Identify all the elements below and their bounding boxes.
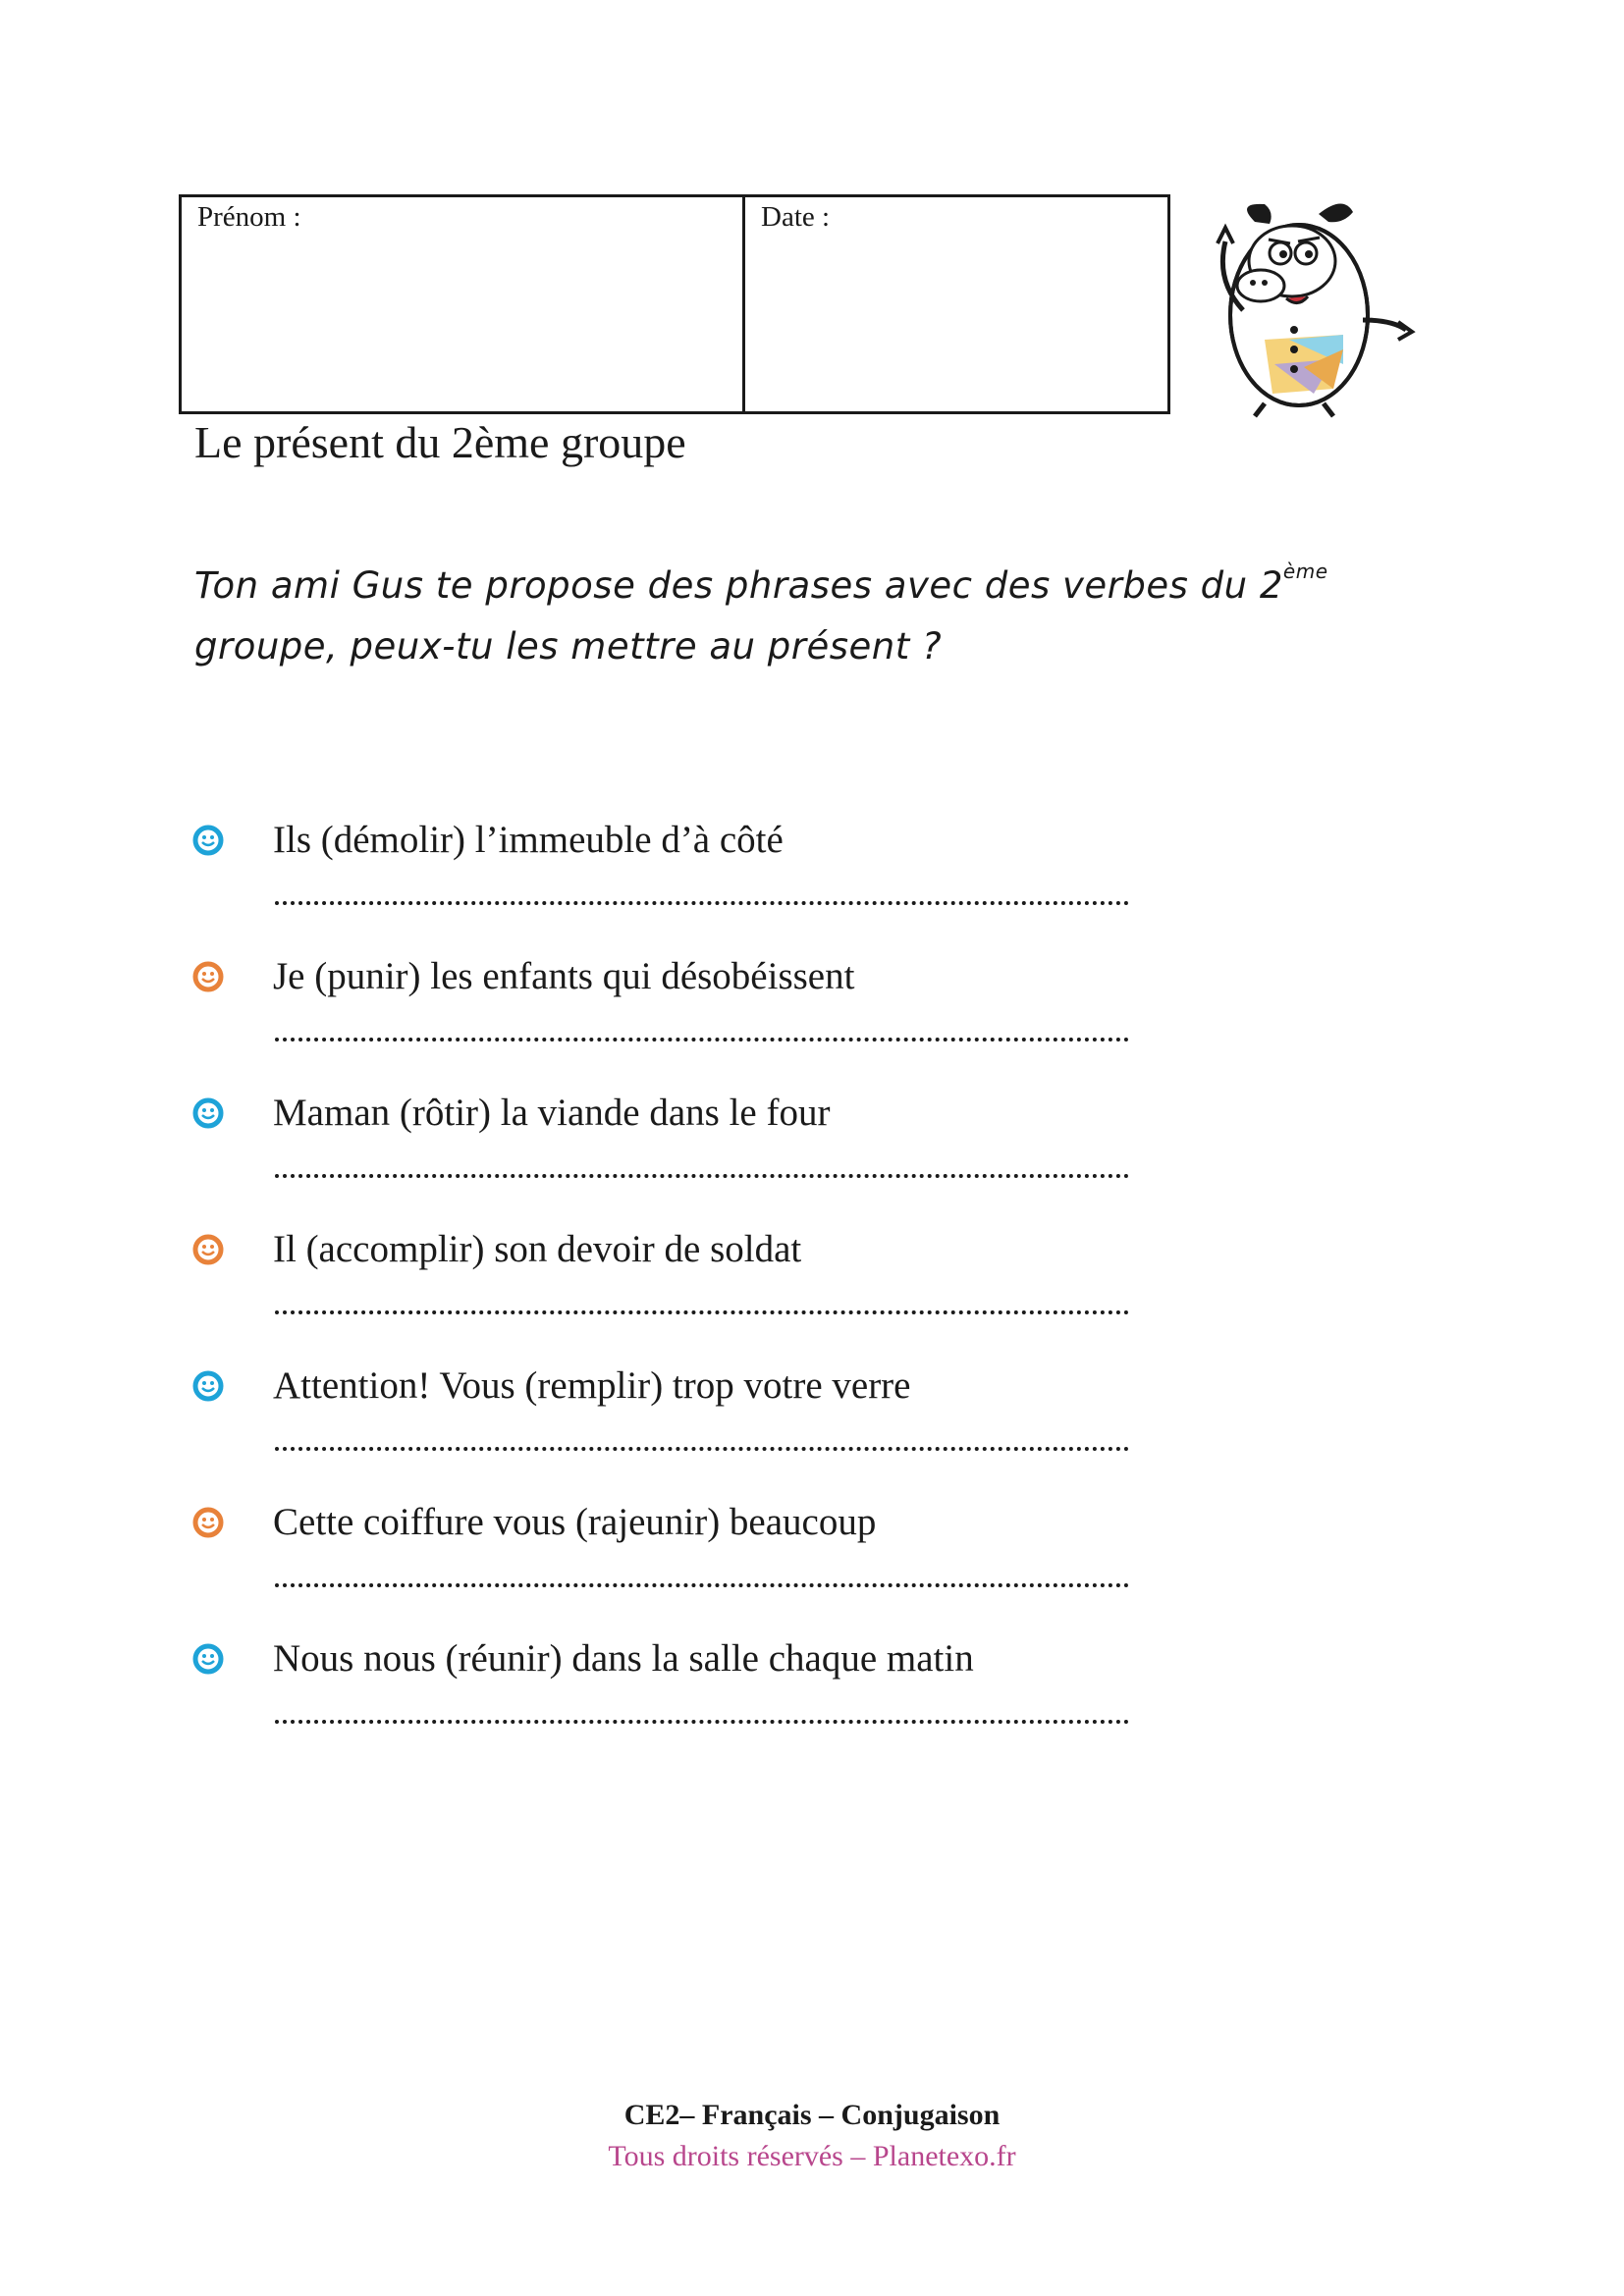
exercise-sentence: Il (accomplir) son devoir de soldat [273, 1228, 802, 1270]
smiley-blue-icon [192, 1643, 224, 1675]
name-cell[interactable] [182, 197, 745, 411]
date-cell[interactable] [745, 197, 1167, 411]
footer-copyright[interactable]: Tous droits réservés – Planetexo.fr [608, 2140, 1016, 2172]
exercise-item [192, 1357, 1272, 1493]
instructions-line-1 [194, 556, 1471, 616]
answer-line[interactable] [275, 1022, 1129, 1041]
exercise-item [192, 1629, 1272, 1766]
exercise-item [192, 811, 1272, 947]
exercise-item [192, 1084, 1272, 1220]
exercise-sentence: Cette coiffure vous (rajeunir) beaucoup [273, 1501, 877, 1543]
instructions-text: Ton ami Gus te propose des phrases avec des verbes du 2 [194, 564, 1283, 607]
smiley-blue-icon [192, 1370, 224, 1402]
date-label: Date : [761, 201, 831, 233]
student-info-box [179, 194, 1170, 414]
smiley-orange-icon [192, 961, 224, 992]
exercise-item [192, 947, 1272, 1084]
exercise-sentence: Ils (démolir) l’immeuble d’à côté [273, 819, 784, 861]
smiley-blue-icon [192, 1097, 224, 1129]
exercise-sentence: Maman (rôtir) la viande dans le four [273, 1092, 831, 1134]
smiley-orange-icon [192, 1234, 224, 1265]
page-title: Le présent du 2ème groupe [194, 417, 686, 467]
answer-line[interactable] [275, 1158, 1129, 1178]
exercise-item [192, 1220, 1272, 1357]
footer-subject: CE2– Français – Conjugaison [623, 2099, 1001, 2131]
exercise-item [192, 1493, 1272, 1629]
name-label: Prénom : [197, 201, 301, 233]
answer-line[interactable] [275, 1704, 1129, 1724]
smiley-blue-icon [192, 825, 224, 856]
answer-line[interactable] [275, 1568, 1129, 1587]
exercise-sentence: Je (punir) les enfants qui désobéissent [273, 955, 855, 997]
exercise-sentence: Nous nous (réunir) dans la salle chaque matin [273, 1637, 974, 1680]
answer-line[interactable] [275, 1295, 1129, 1314]
exercise-sentence: Attention! Vous (remplir) trop votre verre [273, 1364, 911, 1407]
instructions [194, 556, 1471, 677]
smiley-orange-icon [192, 1507, 224, 1538]
exercise-list [192, 811, 1272, 1766]
answer-line[interactable] [275, 1431, 1129, 1451]
instructions-line-2: groupe, peux-tu les mettre au présent ? [194, 625, 943, 667]
instructions-superscript: ème [1282, 560, 1328, 583]
answer-line[interactable] [275, 885, 1129, 905]
sheep-mascot-icon [1196, 192, 1424, 420]
